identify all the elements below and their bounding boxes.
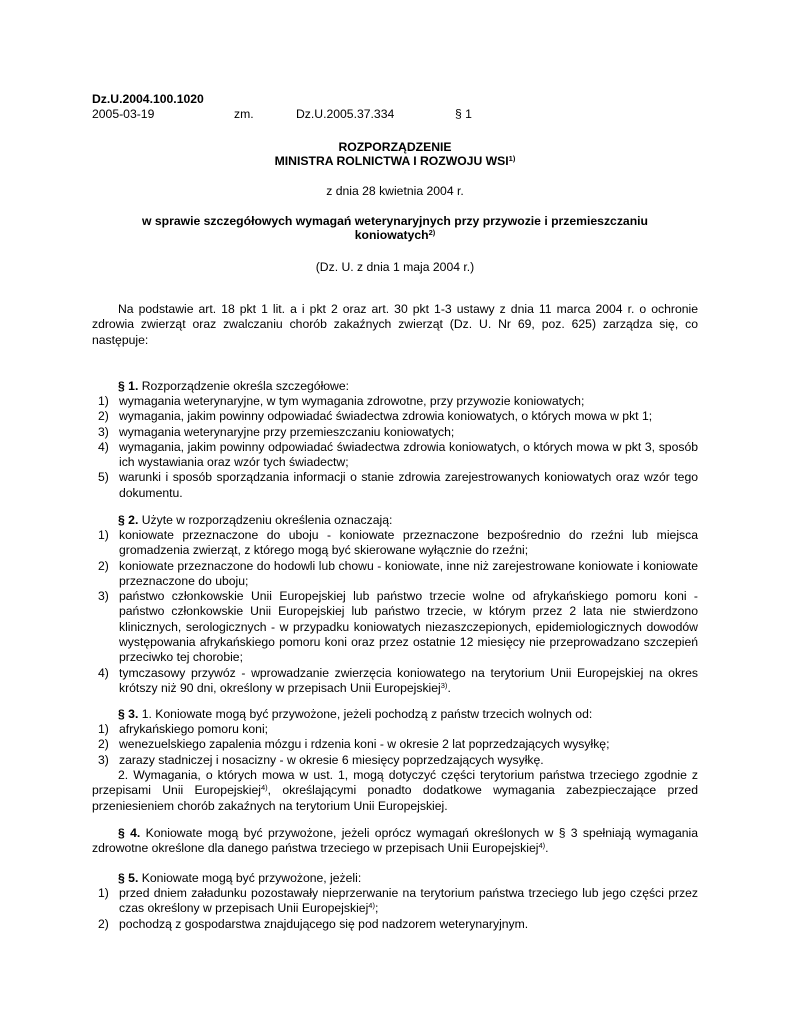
list-number: 2): [98, 558, 109, 573]
list-text: afrykańskiego pomoru koni;: [119, 722, 269, 736]
section-4-text: Koniowate mogą być przywożone, jeżeli oprócz wymagań określonych w § 3 spełniają wymagania zdrowotne określone dla danego państwa trzeciego w przepisach Unii Europejskiej: [92, 826, 698, 856]
list-number: 2): [98, 916, 109, 931]
list-text: warunki i sposób sporządzania informacji o stanie zdrowia zarejestrowanych koniowatych oraz wzór tego dokumentu.: [119, 470, 698, 500]
header-amend-label: zm.: [234, 107, 254, 121]
list-number: 1): [98, 886, 109, 900]
footnote-ref: 3): [440, 680, 448, 690]
footnote-ref: 1): [508, 154, 516, 163]
section-3-paragraph-2: [92, 768, 698, 814]
list-text: tymczasowy przywóz - wprowadzanie zwierzęcia koniowatego na terytorium Unii Europejskiej na okres krótszy niż 90 dni, określony w przepisach Unii Europejskiej: [119, 665, 698, 695]
section-5-heading: [92, 871, 698, 886]
section-3-list: [92, 722, 698, 768]
footnote-ref: 4): [260, 783, 268, 793]
document-id: Dz.U.2004.100.1020: [92, 92, 204, 106]
list-text: przed dniem załadunku pozostawały nieprzerwanie na terytorium państwa trzeciego lub jego części przez czas określony w przepisach Unii Europejskiej: [119, 886, 698, 916]
section-1-list: [92, 394, 698, 501]
list-text: wymagania, jakim powinny odpowiadać świadectwa zdrowia koniowatych, o których mowa w pkt 1;: [119, 409, 653, 424]
footnote-ref: 2): [428, 228, 436, 237]
title-line2: [92, 154, 698, 168]
section-5-list: [92, 886, 698, 932]
list-number: 4): [98, 439, 109, 454]
list-item: [92, 470, 698, 501]
section-2-mark: § 2.: [118, 513, 139, 527]
list-text: wymagania weterynaryjne, w tym wymagania zdrowotne, przy przywozie koniowatych;: [119, 394, 585, 408]
list-item: [92, 753, 698, 768]
section-4: [92, 826, 698, 857]
act-date: z dnia 28 kwietnia 2004 r.: [326, 184, 464, 198]
list-item: [92, 886, 698, 917]
list-item: [92, 666, 698, 697]
section-1-heading: [92, 379, 698, 394]
list-number: 4): [98, 665, 109, 680]
header-amend-ref: Dz.U.2005.37.334: [296, 107, 395, 121]
section-2-list: [92, 528, 698, 696]
list-text: wenezuelskiego zapalenia mózgu i rdzenia koni - w okresie 2 lat poprzedzających wysyłkę;: [119, 737, 610, 752]
paragraph-text: 2. Wymagania, o których mowa w ust. 1, mogą dotyczyć części terytorium państwa trzeciego zgodnie z przepisami Unii Europejskiej: [92, 768, 698, 798]
section-4-mark: § 4.: [118, 826, 141, 840]
list-text-end: ;: [374, 901, 379, 916]
paragraph-text: , określającymi ponadto dodatkowe wymagania zabezpieczające przed przeniesieniem chorób zakaźnych na terytorium Unii Europejskiej.: [92, 783, 698, 813]
header-date: 2005-03-19: [92, 107, 155, 121]
section-4-end: .: [545, 841, 549, 856]
section-1-intro: Rozporządzenie określa szczegółowe:: [138, 379, 350, 393]
list-number: 1): [98, 722, 109, 736]
list-item: [92, 528, 698, 559]
list-number: 2): [98, 409, 109, 424]
header-row: [0, 107, 791, 123]
list-text: pochodzą z gospodarstwa znajdującego się pod nadzorem weterynaryjnym.: [119, 916, 529, 931]
list-number: 1): [98, 394, 109, 408]
list-item: [92, 425, 698, 440]
footnote-ref: 4): [368, 901, 375, 911]
list-item: [92, 589, 698, 665]
title-line1: ROZPORZĄDZENIE: [338, 140, 452, 154]
list-item: [92, 409, 698, 424]
list-text: wymagania, jakim powinny odpowiadać świadectwa zdrowia koniowatych, o których mowa w pkt 3, sposób ich wystawiania oraz wzór tych świadectw;: [119, 439, 698, 470]
section-3-intro: 1. Koniowate mogą być przywożone, jeżeli pochodzą z państw trzecich wolnych od:: [138, 707, 593, 721]
list-text: państwo członkowskie Unii Europejskiej lub państwo trzecie wolne od afrykańskiego pomoru koni - państwo członkowskie Unii Europejskiej lub państwo trzecie, w którym przez 2 lata nie stwierdzono klinicznych, serologicznych - w przypadku koniowatych niezaszczepionych, epidemiologicznych dowodów występowania afrykańskiego pomoru koni oraz przez ostatnie 12 miesięcy nie przeprowadzano szczepień przeciwko tej chorobie;: [119, 589, 698, 665]
list-number: 3): [98, 424, 109, 439]
footnote-ref: 4): [538, 841, 546, 851]
list-item: [92, 737, 698, 752]
section-2-intro: Użyte w rozporządzeniu określenia oznaczają:: [138, 513, 393, 527]
list-number: 3): [98, 752, 109, 767]
list-item: [92, 440, 698, 471]
list-number: 1): [98, 528, 109, 542]
subject-line2: [92, 228, 698, 242]
section-5-mark: § 5.: [118, 871, 139, 885]
list-item: [92, 559, 698, 590]
list-number: 3): [98, 589, 109, 604]
list-item: [92, 917, 698, 932]
section-1-mark: § 1.: [118, 379, 139, 393]
list-text: koniowate przeznaczone do hodowli lub chowu - koniowate, inne niż zarejestrowane koniowate i koniowate przeznaczone do uboju;: [119, 558, 698, 588]
title-line2-text: MINISTRA ROLNICTWA I ROZWOJU WSI: [274, 154, 509, 168]
preamble: Na podstawie art. 18 pkt 1 lit. a i pkt 2 oraz art. 30 pkt 1-3 ustawy z dnia 11 marca 2004 r. o ochronie zdrowia zwierząt oraz zwalczaniu chorób zakaźnych zwierząt (Dz. U. Nr 69, poz. 625) zarządza się, co następuje:: [92, 302, 698, 347]
subject-line2-text: koniowatych: [354, 228, 429, 242]
list-number: 5): [98, 470, 109, 485]
list-text: koniowate przeznaczone do uboju - koniowate przeznaczone bezpośrednio do rzeźni lub miejsca gromadzenia zwierząt, z którego mogą być skierowane wyłącznie do rzeźni;: [119, 528, 698, 558]
list-text-end: .: [447, 680, 451, 695]
header-section: § 1: [455, 107, 472, 121]
section-2-heading: [92, 513, 698, 528]
list-text: wymagania weterynaryjne przy przemieszczaniu koniowatych;: [119, 424, 455, 439]
subject-line1: w sprawie szczegółowych wymagań weterynaryjnych przy przywozie i przemieszczaniu: [142, 214, 648, 228]
section-5-intro: Koniowate mogą być przywożone, jeżeli:: [138, 871, 362, 885]
list-text: zarazy stadniczej i nosacizny - w okresie 6 miesięcy poprzedzających wysyłkę.: [119, 752, 544, 767]
section-3-mark: § 3.: [118, 707, 139, 721]
journal-ref: (Dz. U. z dnia 1 maja 2004 r.): [315, 260, 475, 274]
list-number: 2): [98, 737, 109, 752]
list-item: [92, 394, 698, 409]
list-item: [92, 722, 698, 737]
section-3-heading: [92, 707, 698, 722]
